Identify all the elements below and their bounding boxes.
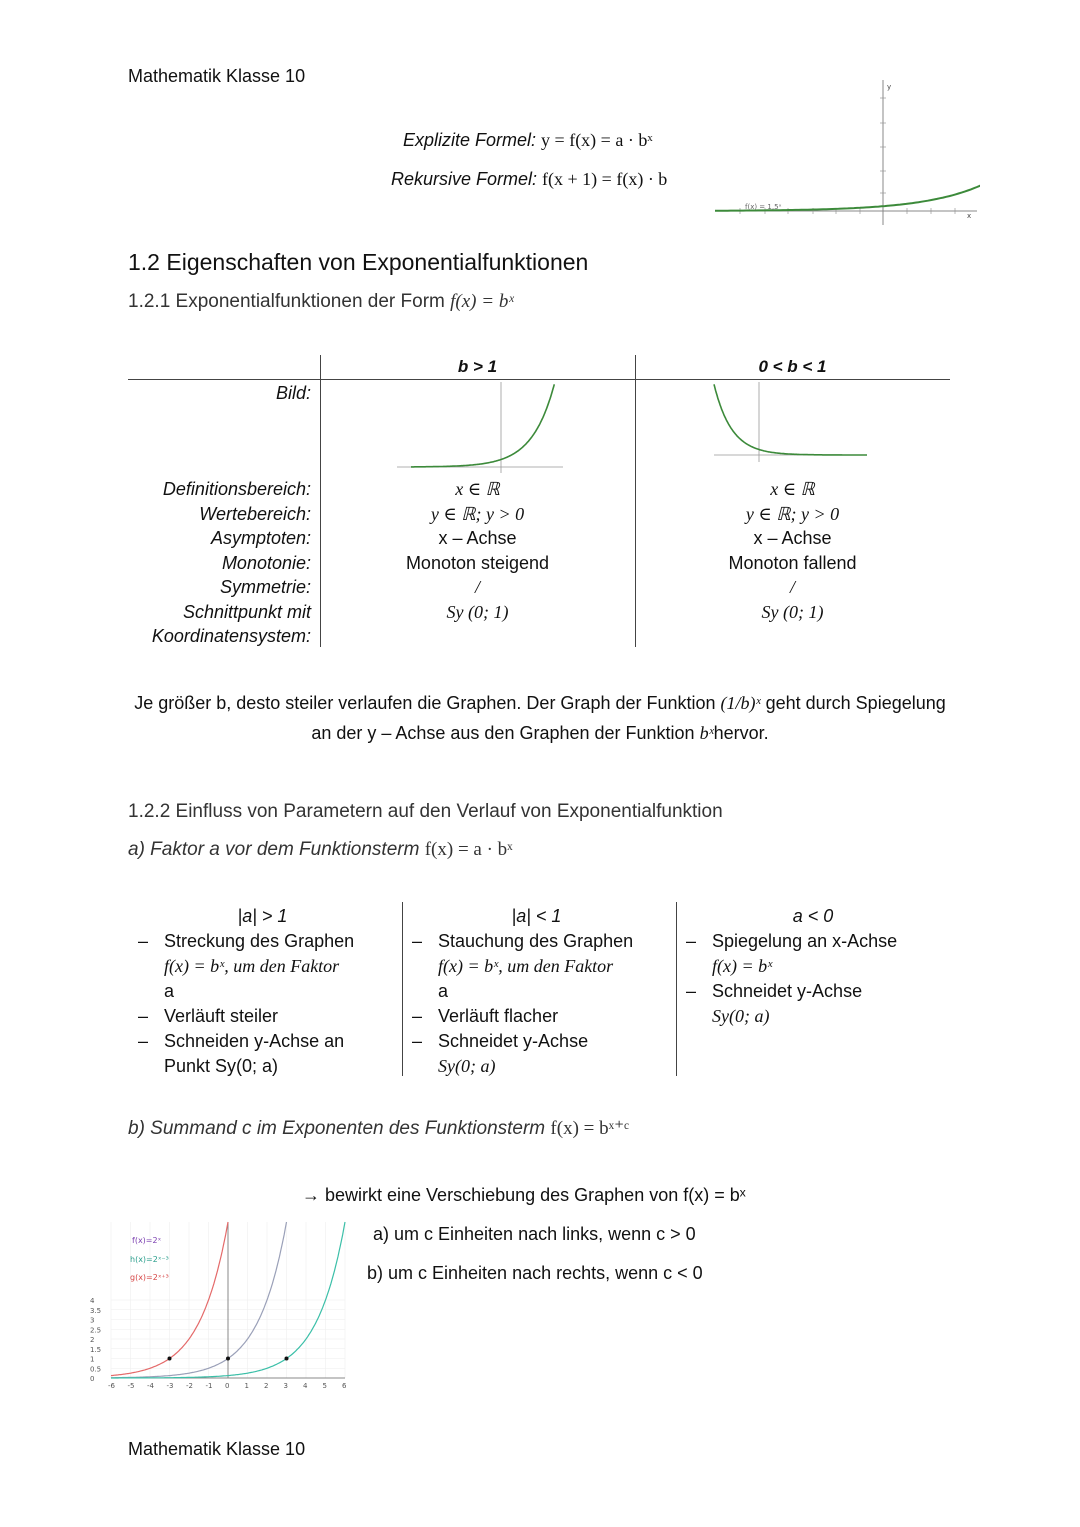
note-line1-b: geht durch Spiegelung <box>760 693 946 713</box>
factor-col1-item3-line1: Schneiden y-Achse an <box>164 1031 345 1051</box>
factor-col3-head: a < 0 <box>792 906 834 926</box>
point-g-at-1 <box>168 1357 172 1361</box>
graph1-curve <box>411 384 554 467</box>
factor-col1-item1-line2: f(x) = bˣ, um den Faktor <box>164 956 340 976</box>
legend-g: g(x)=2ˣ⁺³ <box>130 1273 169 1282</box>
x-tick-label: 2 <box>264 1382 269 1390</box>
factor-col3-item1-line1: Spiegelung an x-Achse <box>712 931 898 951</box>
factor-col2-item-2: – Verläuft flacher <box>404 1004 669 1029</box>
y-tick-label: 0 <box>90 1375 95 1383</box>
summand-c-title <box>128 1117 629 1140</box>
legend-h: h(x)=2ˣ⁻³ <box>130 1255 169 1264</box>
x-tick-label: 1 <box>244 1382 249 1390</box>
y-tick-label: 3 <box>90 1316 95 1325</box>
x-tick-label: -6 <box>108 1382 115 1390</box>
subsection-1-title <box>128 291 514 313</box>
graph-b-greater-1 <box>395 380 565 475</box>
table-col1-head: b > 1 <box>457 357 498 376</box>
explicit-formula-expr: y = f(x) = a · bˣ <box>541 130 653 150</box>
y-tick-label: 2.5 <box>90 1326 102 1335</box>
subsection-2-title: 1.2.2 Einfluss von Parametern auf den Verlauf von Exponentialfunktion <box>128 801 723 822</box>
col1-definitionsbereich: x ∈ ℝ <box>455 479 500 499</box>
x-tick-label: -2 <box>186 1382 193 1390</box>
note-line2-math: bˣ <box>699 723 714 743</box>
legend-f: f(x)=2ˣ <box>132 1236 162 1245</box>
factor-col3-item1-line2: f(x) = bˣ <box>712 956 773 976</box>
x-tick-label: -1 <box>205 1382 213 1390</box>
point-f-at-1 <box>226 1357 230 1361</box>
factor-a-title-math: f(x) = a · bˣ <box>424 839 513 860</box>
col1-asymptoten: x – Achse <box>438 528 517 548</box>
factor-col1-item3-line2: Punkt Sy(0; a) <box>164 1056 279 1076</box>
shift-line-2: a) um c Einheiten nach links, wenn c > 0 <box>373 1224 696 1244</box>
top-exp-graph <box>715 75 980 230</box>
top-graph-x-label: x <box>967 212 972 220</box>
factor-col3-item-1: – Spiegelung an x-Achse f(x) = bˣ <box>678 929 948 979</box>
col2-monotonie: Monoton fallend <box>728 552 857 573</box>
col1-symmetrie: / <box>474 577 480 597</box>
y-tick-label: 1 <box>90 1355 95 1364</box>
table-col1-values <box>320 477 635 624</box>
subsection-1-text: 1.2.1 Exponentialfunktionen der Form <box>128 291 451 312</box>
factor-a-title-text: a) Faktor a vor dem Funktionsterm <box>128 839 425 860</box>
factor-col-greater-1 <box>130 904 395 1079</box>
factor-col1-item-2: – Verläuft steiler <box>130 1004 395 1029</box>
factor-divider-2 <box>676 902 677 1076</box>
top-graph-ticks <box>740 98 955 214</box>
col1-wertebereich: y ∈ ℝ; y > 0 <box>430 503 525 524</box>
factor-col1-item1-line3: a <box>164 981 175 1001</box>
summand-c-title-text: b) Summand c im Exponenten des Funktionsterm <box>128 1118 551 1139</box>
x-tick-label: 3 <box>283 1382 288 1390</box>
table-col2-values <box>635 477 950 624</box>
label-definitionsbereich: Definitionsbereich: <box>162 479 311 499</box>
note-line1-frac: (1/b)ˣ <box>720 693 761 713</box>
col2-asymptoten: x – Achse <box>753 528 832 548</box>
note-line-1 <box>110 688 970 718</box>
factor-col-negative <box>678 904 948 1029</box>
label-monotonie: Monotonie: <box>221 552 311 573</box>
subsection-1-math: f(x) = bˣ <box>450 291 514 312</box>
y-tick-label: 0.5 <box>90 1365 102 1374</box>
x-tick-label: 6 <box>342 1382 347 1390</box>
x-tick-label: 5 <box>322 1382 327 1390</box>
top-graph-legend: f(x) = 1,5ˣ <box>745 203 782 211</box>
factor-col2-item3-line1: Schneidet y-Achse <box>438 1031 589 1051</box>
factor-col1-item2-line1: Verläuft steiler <box>164 1006 279 1026</box>
shift-graph <box>88 1218 358 1393</box>
point-h-at-1 <box>285 1357 289 1361</box>
table-col2-head: 0 < b < 1 <box>758 357 827 376</box>
y-tick-label: 1.5 <box>90 1345 102 1354</box>
label-asymptoten: Asymptoten: <box>210 528 311 548</box>
factor-col1-item-3: – Schneiden y-Achse an Punkt Sy(0; a) <box>130 1029 395 1079</box>
label-wertebereich: Wertebereich: <box>199 503 311 524</box>
x-tick-label: -5 <box>127 1382 135 1390</box>
col2-definitionsbereich: x ∈ ℝ <box>770 479 815 499</box>
col2-symmetrie: / <box>789 577 795 597</box>
factor-a-title <box>128 839 513 861</box>
col2-schnittpunkt: Sy (0; 1) <box>761 601 824 622</box>
factor-col2-item1-line3: a <box>438 981 449 1001</box>
factor-col2-item1-line2: f(x) = bˣ, um den Faktor <box>438 956 614 976</box>
recursive-formula-expr: f(x + 1) = f(x) · b <box>542 169 668 189</box>
col1-schnittpunkt: Sy (0; 1) <box>446 601 509 622</box>
x-tick-label: -3 <box>166 1382 174 1390</box>
top-graph-curve <box>715 88 980 211</box>
factor-col3-item2-line2: Sy(0; a) <box>712 1006 770 1026</box>
table-labels <box>128 477 311 649</box>
factor-col2-item1-line1: Stauchung des Graphen <box>438 931 634 951</box>
graph-b-less-1 <box>712 380 867 465</box>
factor-col1-item1-line1: Streckung des Graphen <box>164 931 355 951</box>
recursive-formula <box>391 169 667 190</box>
label-symmetrie: Symmetrie: <box>219 577 311 597</box>
x-tick-label: 0 <box>225 1382 230 1390</box>
top-graph-y-label: y <box>887 83 892 91</box>
label-schnittpunkt: Schnittpunkt mit <box>182 601 311 622</box>
label-koordinatensystem: Koordinatensystem: <box>151 626 311 646</box>
col1-monotonie: Monoton steigend <box>405 552 550 573</box>
summand-c-title-math: f(x) = bˣ⁺ᶜ <box>550 1118 630 1139</box>
x-tick-label: 4 <box>303 1382 308 1390</box>
factor-col2-item-1: – Stauchung des Graphen f(x) = bˣ, um den Faktor a <box>404 929 669 1004</box>
explicit-formula-label: Explizite Formel: <box>403 130 537 150</box>
factor-col3-item2-line1: Schneidet y-Achse <box>712 981 863 1001</box>
y-tick-label: 3.5 <box>90 1306 102 1315</box>
factor-col2-item-3: – Schneidet y-Achse Sy(0; a) <box>404 1029 669 1079</box>
label-bild: Bild: <box>275 383 311 403</box>
explicit-formula <box>403 130 653 151</box>
shift-line-1: → bewirkt eine Verschiebung des Graphen von f(x) = bˣ <box>302 1185 746 1205</box>
section-title: 1.2 Eigenschaften von Exponentialfunktionen <box>128 249 589 275</box>
factor-col2-item2-line1: Verläuft flacher <box>438 1006 559 1026</box>
recursive-formula-label: Rekursive Formel: <box>391 169 538 189</box>
x-tick-label: -4 <box>147 1382 154 1390</box>
footer-title: Mathematik Klasse 10 <box>128 1439 306 1459</box>
note-line-2 <box>110 718 970 748</box>
note-paragraph <box>110 688 970 748</box>
factor-col3-item-2: – Schneidet y-Achse Sy(0; a) <box>678 979 948 1029</box>
factor-col-less-1 <box>404 904 669 1079</box>
shift-graph-grid <box>111 1222 345 1378</box>
factor-divider-1 <box>402 902 403 1076</box>
header-title: Mathematik Klasse 10 <box>128 66 306 86</box>
note-line1-a: Je größer b, desto steiler verlaufen die Graphen. Der Graph der Funktion <box>134 693 721 713</box>
factor-col2-item3-line2: Sy(0; a) <box>438 1056 496 1076</box>
factor-col1-head: |a| > 1 <box>237 906 288 926</box>
col2-wertebereich: y ∈ ℝ; y > 0 <box>745 503 840 524</box>
shift-line-3: b) um c Einheiten nach rechts, wenn c < 0 <box>367 1263 703 1283</box>
y-tick-label: 4 <box>90 1297 95 1305</box>
note-line2-b: hervor. <box>713 723 769 743</box>
factor-col1-item-1: – Streckung des Graphen f(x) = bˣ, um den Faktor a <box>130 929 395 1004</box>
factor-col2-head: |a| < 1 <box>511 906 562 926</box>
note-line2-a: an der y – Achse aus den Graphen der Funktion <box>311 723 700 743</box>
graph2-curve <box>714 384 867 455</box>
y-tick-label: 2 <box>90 1336 95 1344</box>
